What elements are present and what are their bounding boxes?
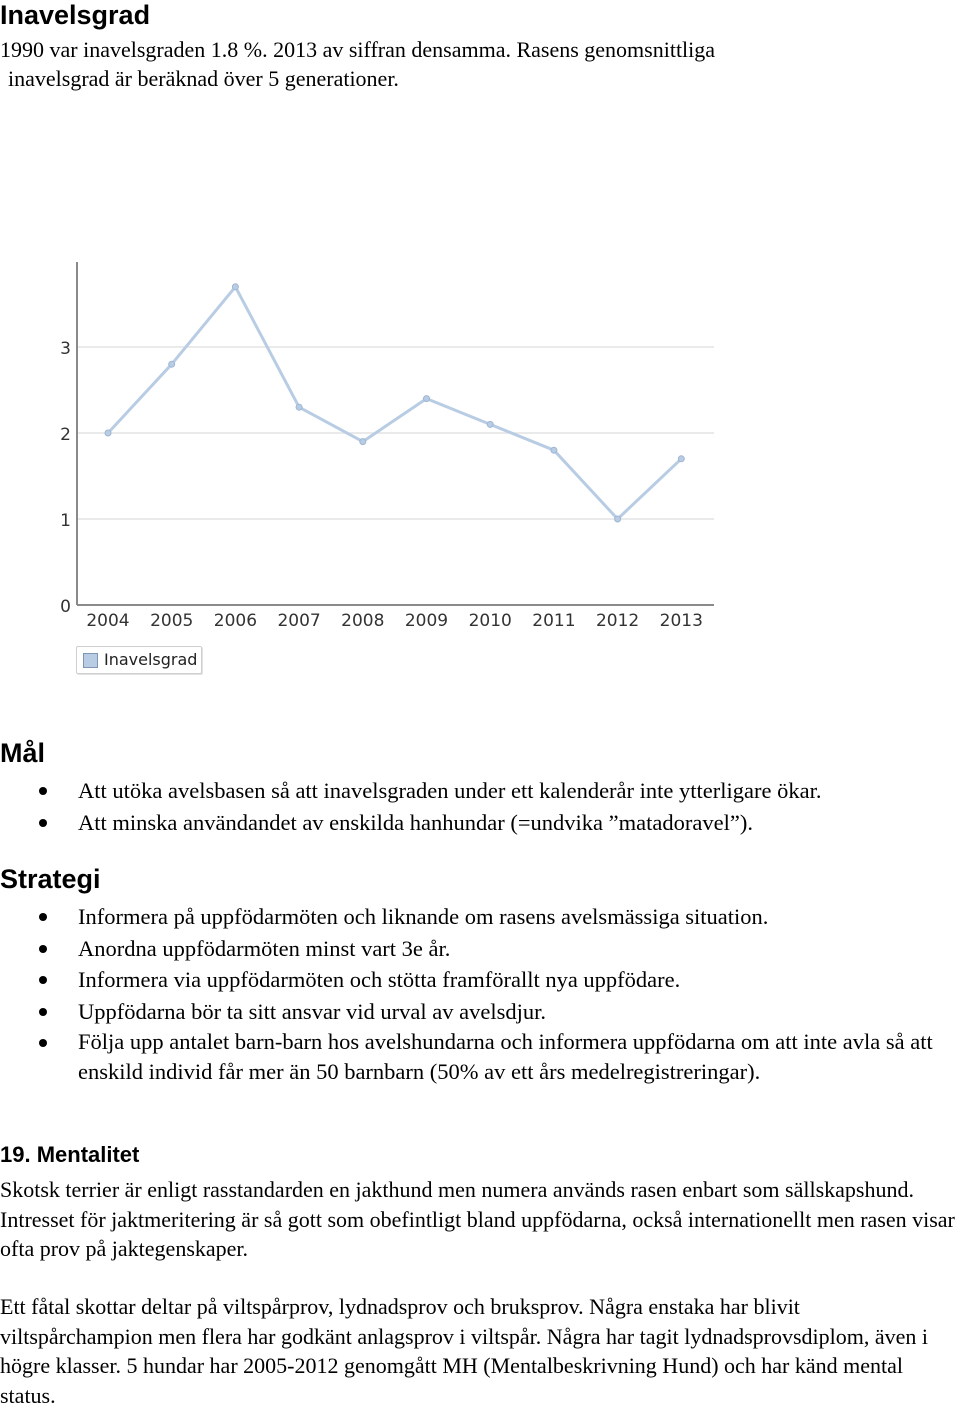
x-tick-label: 2010: [468, 611, 512, 631]
data-point: [360, 439, 366, 445]
section-heading-mal: Mål: [0, 738, 46, 768]
list-item-text: Anordna uppfödarmöten minst vart 3e år.: [78, 935, 451, 961]
y-tick-label: 3: [60, 339, 71, 359]
data-point: [678, 456, 684, 462]
mentalitet-paragraph-2: Ett fåtal skottar deltar på viltspårprov, lydnadsprov och bruksprov. Några enstaka har blivit viltspårchampion men flera har godkänt anlagsprov i viltspår. Några har tagit lydnadsprovsdiplom, även i högre klasser. 5 hundar har 2005-2012 genomgått MH (Mentalbeskrivning Hund) och har känd mental status.: [0, 1294, 929, 1408]
bullet-icon: [39, 819, 47, 827]
section-heading-inavelsgrad: Inavelsgrad: [0, 0, 151, 30]
bullet-icon: [39, 1039, 47, 1047]
data-point: [296, 404, 302, 410]
bullet-icon: [39, 787, 47, 795]
list-item-text: Följa upp antalet barn-barn hos avelshundarna och informera uppfödarna om att inte avla så att enskild individ får mer än 50 barnbarn (50% av ett års medelregistreringar).: [78, 1029, 933, 1084]
data-point: [105, 430, 111, 436]
bullet-icon: [39, 976, 47, 984]
y-tick-label: 1: [60, 511, 71, 531]
x-tick-label: 2006: [213, 611, 258, 631]
list-item: [0, 996, 960, 1028]
strategi-list: [0, 901, 960, 1087]
x-tick-label: 2005: [150, 611, 194, 631]
data-point: [232, 284, 238, 290]
intro-line-1: 1990 var inavelsgraden 1.8 %. 2013 av siffran densamma. Rasens genomsnittliga: [0, 37, 716, 62]
data-point: [615, 516, 621, 522]
x-tick-label: 2009: [404, 611, 449, 631]
list-item-text: Att minska användandet av enskilda hanhundar (=undvika ”matadoravel”).: [78, 809, 753, 835]
section-heading-strategi: Strategi: [0, 864, 101, 894]
legend-label: Inavelsgrad: [104, 650, 198, 669]
list-item: [0, 1027, 960, 1087]
data-point: [487, 421, 493, 427]
inbreeding-line-chart: [0, 250, 740, 650]
list-item-text: Att utöka avelsbasen så att inavelsgraden under ett kalenderår inte ytterligare ökar.: [78, 778, 822, 803]
list-item-text: Informera på uppfödarmöten och liknande om rasens avelsmässiga situation.: [78, 904, 769, 929]
series-line-inavelsgrad: [108, 287, 681, 519]
section-heading-mentalitet: 19. Mentalitet: [0, 1142, 140, 1167]
y-tick-label: 2: [60, 425, 71, 445]
data-point: [424, 396, 430, 402]
mal-list: [0, 775, 960, 838]
data-point: [551, 447, 557, 453]
legend-swatch: [83, 653, 98, 668]
list-item: [0, 964, 960, 996]
x-tick-label: 2012: [595, 611, 640, 631]
list-item: [0, 807, 960, 839]
x-tick-label: 2013: [659, 611, 703, 631]
x-tick-label: 2008: [341, 611, 385, 631]
chart-legend: [76, 646, 202, 674]
x-tick-label: 2007: [277, 611, 321, 631]
list-item: [0, 901, 960, 933]
x-tick-label: 2004: [86, 611, 130, 631]
mentalitet-paragraph-1: Skotsk terrier är enligt rasstandarden en jakthund men numera används rasen enbart som sällskapshund. Intresset för jaktmeritering är så gott som obefintligt bland uppfödarna, också internationellt men rasen visar ofta prov på jaktegenskaper.: [0, 1177, 955, 1261]
x-tick-label: 2011: [532, 611, 576, 631]
bullet-icon: [39, 913, 47, 921]
list-item-text: Informera via uppfödarmöten och stötta framförallt nya uppfödare.: [78, 967, 681, 992]
list-item-text: Uppfödarna bör ta sitt ansvar vid urval av avelsdjur.: [78, 998, 546, 1024]
y-tick-label: 0: [60, 597, 71, 617]
bullet-icon: [39, 1008, 47, 1016]
bullet-icon: [39, 945, 47, 953]
list-item: [0, 775, 960, 807]
intro-line-2: inavelsgrad är beräknad över 5 generationer.: [8, 66, 399, 91]
list-item: [0, 933, 960, 965]
data-point: [169, 361, 175, 367]
